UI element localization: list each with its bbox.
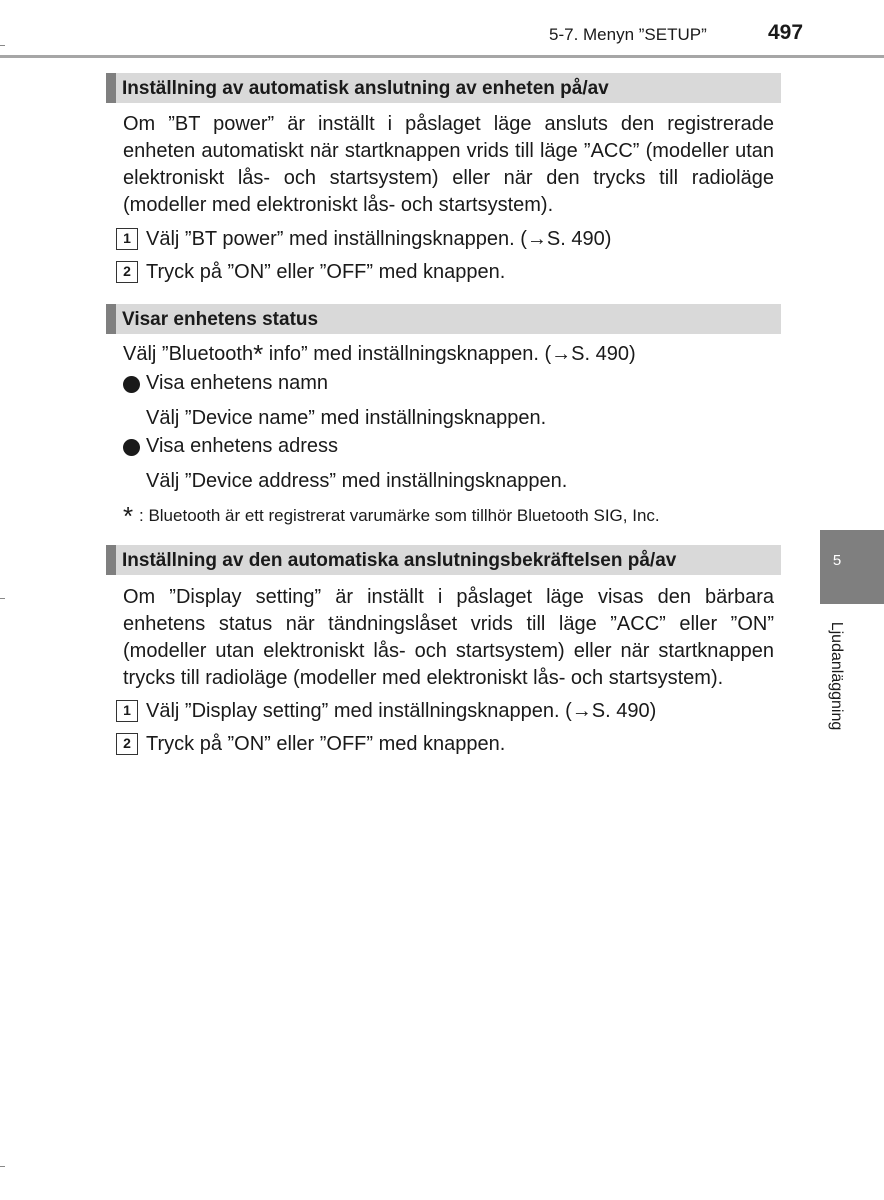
- step-text: Välj ”BT power” med inställningsknappen. (→S. 490): [146, 228, 612, 250]
- section-heading: Visar enhetens status: [122, 309, 319, 330]
- bullet-title: Visa enhetens namn: [146, 372, 328, 394]
- chapter-label: Ljudanläggning: [828, 621, 845, 731]
- footnote-text: : Bluetooth är ett registrerat varumärke som tillhör Bluetooth SIG, Inc.: [139, 506, 660, 525]
- section-heading: Inställning av automatisk anslutning av enheten på/av: [122, 78, 609, 99]
- bullet-icon: [123, 376, 140, 393]
- header-divider: [0, 55, 884, 58]
- page-number: 497: [768, 21, 804, 44]
- section-heading-bar: [106, 545, 781, 575]
- chapter-tab: [820, 530, 884, 604]
- section-paragraph: Om ”Display setting” är inställt i påslaget läge visas den bärbara enhetens status när tändningslåset vrids till läge ”ACC” eller ”ON” (modeller utan elektroniskt lås- och startsystem) eller när startknappen trycks till radioläge (modeller med elektroniskt lås- och startsystem).: [123, 586, 774, 689]
- bullet-detail: Välj ”Device address” med inställningsknappen.: [146, 470, 568, 492]
- step-number-box: 2: [116, 733, 138, 755]
- step-number-box: 1: [116, 700, 138, 722]
- section-heading-bar: [106, 304, 781, 334]
- chapter-number: 5: [832, 552, 842, 569]
- step-text: Välj ”Display setting” med inställningsknappen. (→S. 490): [146, 700, 657, 722]
- section-heading-bar: [106, 73, 781, 103]
- section-heading: Inställning av den automatiska anslutningsbekräftelsen på/av: [122, 550, 677, 571]
- intro-text: Välj ”Bluetooth: [123, 343, 254, 365]
- bullet-title: Visa enhetens adress: [146, 435, 338, 457]
- section-paragraph: Om ”BT power” är inställt i påslaget läge ansluts den registrerade enheten automatiskt när startknappen vrids till läge ”ACC” (modeller utan elektroniskt lås- och startsystem) eller när den trycks till radioläge (modeller med elektroniskt lås- och startsystem).: [123, 113, 774, 216]
- step-number-box: 2: [116, 261, 138, 283]
- chapter-label-container: [817, 621, 849, 737]
- footnote-asterisk: *: [123, 501, 134, 531]
- step-text: Tryck på ”ON” eller ”OFF” med knappen.: [146, 261, 506, 283]
- bullet-detail: Välj ”Device name” med inställningsknappen.: [146, 407, 547, 429]
- asterisk-mark: *: [253, 339, 264, 369]
- step-number-box: 1: [116, 228, 138, 250]
- crop-mark-top: [0, 45, 5, 46]
- crop-mark-bottom: [0, 1166, 5, 1167]
- running-header-title: 5-7. Menyn ”SETUP”: [549, 25, 707, 44]
- bullet-icon: [123, 439, 140, 456]
- crop-mark-middle: [0, 598, 5, 599]
- step-text: Tryck på ”ON” eller ”OFF” med knappen.: [146, 733, 506, 755]
- section-intro: [123, 341, 636, 368]
- intro-text: info” med inställningsknappen. (→S. 490): [263, 343, 636, 365]
